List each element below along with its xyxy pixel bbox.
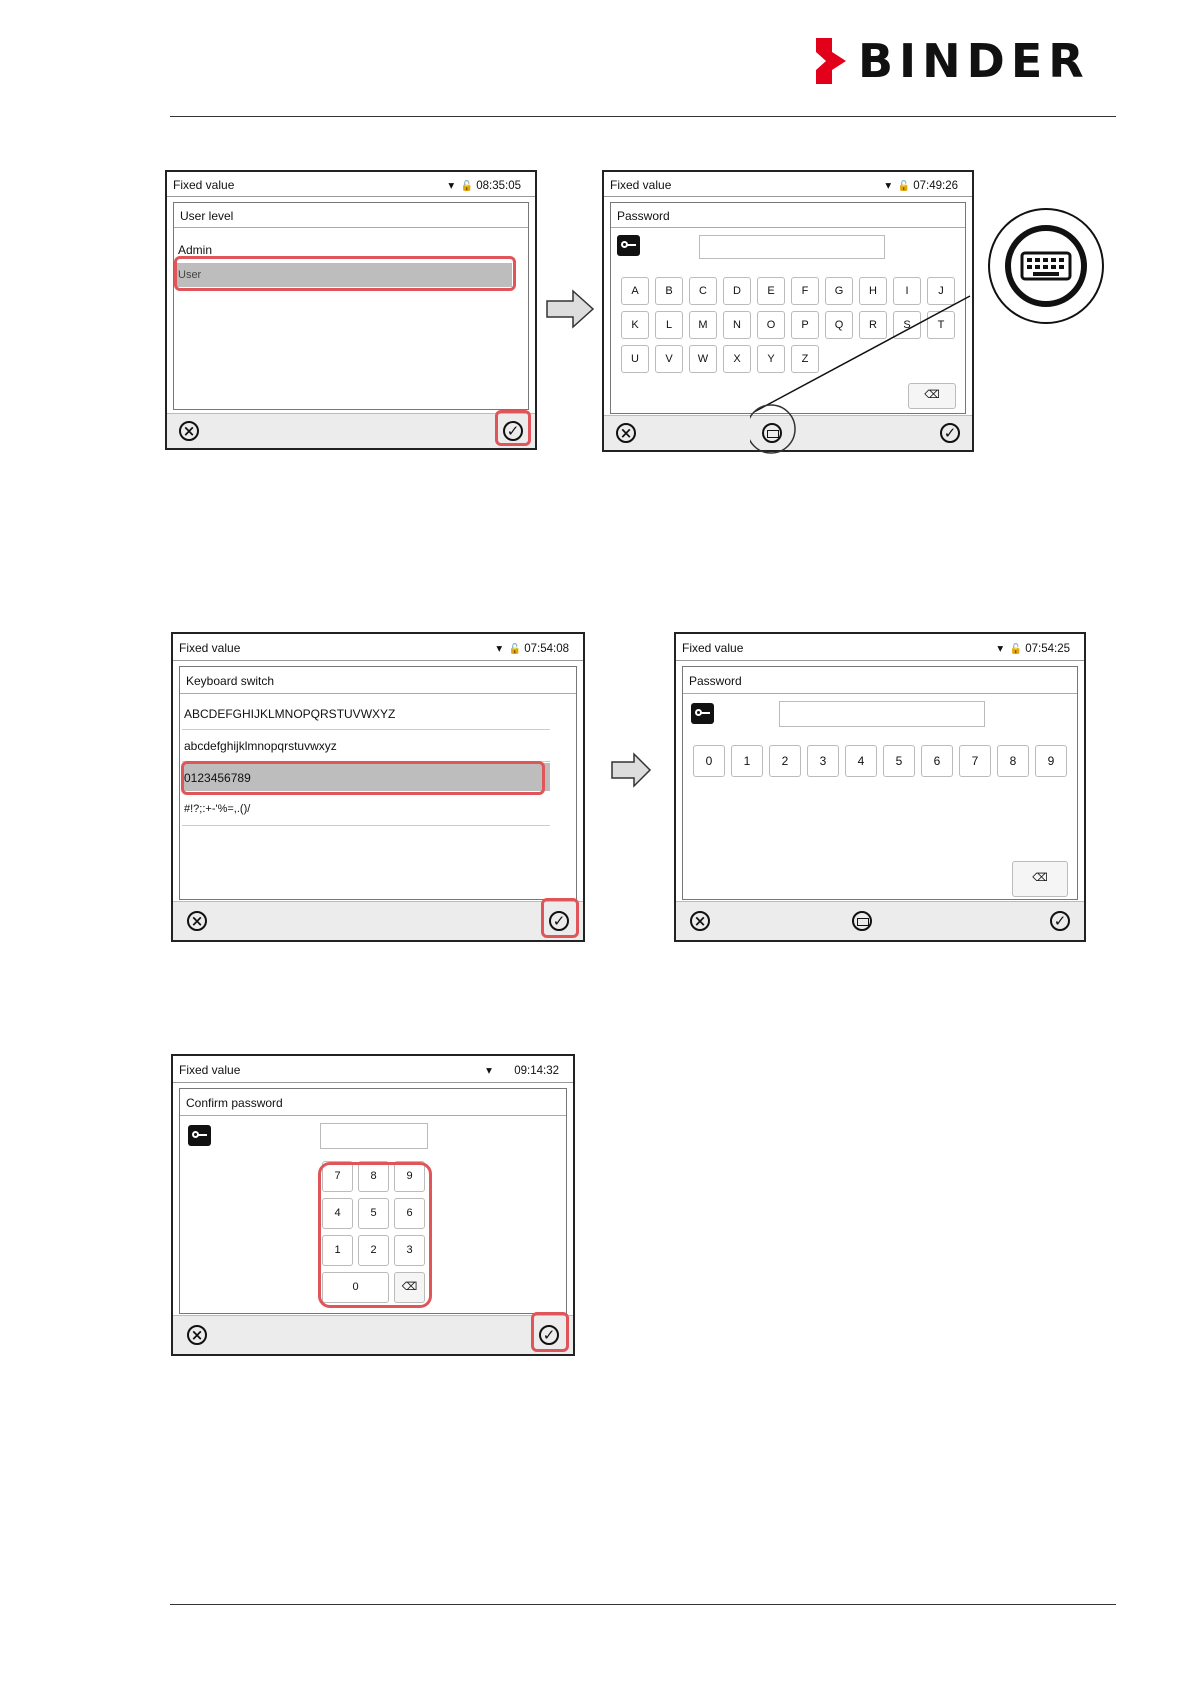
list-item-digits[interactable]: 0123456789 <box>184 771 251 785</box>
key-z[interactable]: Z <box>791 345 819 373</box>
pad-key-4[interactable]: 4 <box>322 1198 353 1229</box>
highlight-frame <box>174 256 516 291</box>
key-w[interactable]: W <box>689 345 717 373</box>
key-p[interactable]: P <box>791 311 819 339</box>
status-bar <box>173 1056 573 1083</box>
pad-key-6[interactable]: 6 <box>394 1198 425 1229</box>
backspace-button[interactable]: ⌫ <box>1012 861 1068 897</box>
status-time <box>486 1063 559 1077</box>
highlight-frame <box>531 1312 569 1352</box>
binder-logo <box>816 36 1116 86</box>
screen-title: Fixed value <box>682 641 744 655</box>
digit-key-2[interactable]: 2 <box>769 745 801 777</box>
dropdown-icon[interactable]: ▾ <box>496 643 503 655</box>
key-b[interactable]: B <box>655 277 683 305</box>
backspace-button[interactable]: ⌫ <box>908 383 956 409</box>
digit-key-9[interactable]: 9 <box>1035 745 1067 777</box>
status-bar <box>167 172 535 197</box>
list-item-lowercase[interactable]: abcdefghijklmnopqrstuvwxyz <box>184 739 337 753</box>
arrow-right-icon <box>610 752 652 788</box>
bottom-bar <box>173 1315 573 1354</box>
digit-key-3[interactable]: 3 <box>807 745 839 777</box>
confirm-icon[interactable]: ✓ <box>539 1325 559 1345</box>
status-time <box>885 178 958 192</box>
backspace-button[interactable]: ⌫ <box>394 1272 425 1303</box>
key-icon <box>188 1125 211 1146</box>
header-rule <box>170 116 1116 117</box>
screen-confirm-password <box>171 1054 575 1356</box>
digit-key-8[interactable]: 8 <box>997 745 1029 777</box>
key-v[interactable]: V <box>655 345 683 373</box>
panel-title: Password <box>617 209 670 223</box>
footer-rule <box>170 1604 1116 1605</box>
highlight-frame <box>541 898 579 938</box>
screen-title: Fixed value <box>173 178 235 192</box>
screen-user-level <box>165 170 537 450</box>
dropdown-icon[interactable]: ▾ <box>486 1065 492 1077</box>
key-i[interactable]: I <box>893 277 921 305</box>
status-bar <box>173 634 583 661</box>
key-icon <box>691 703 714 724</box>
dropdown-icon[interactable]: ▾ <box>448 180 455 192</box>
keyboard-icon[interactable] <box>852 911 872 931</box>
cancel-icon[interactable]: × <box>616 423 636 443</box>
arrow-right-icon <box>545 289 595 329</box>
panel-title: Password <box>689 674 742 688</box>
digit-key-5[interactable]: 5 <box>883 745 915 777</box>
pad-key-3[interactable]: 3 <box>394 1235 425 1266</box>
lock-icon: 🔓 <box>897 181 911 192</box>
key-c[interactable]: C <box>689 277 717 305</box>
list-item-user[interactable]: User <box>178 269 202 281</box>
password-input[interactable] <box>779 701 985 727</box>
keyboard-callout <box>750 208 1110 458</box>
clock-time: 08:35:05 <box>476 180 521 192</box>
digit-key-4[interactable]: 4 <box>845 745 877 777</box>
digit-key-0[interactable]: 0 <box>693 745 725 777</box>
key-j[interactable]: J <box>927 277 955 305</box>
confirm-icon[interactable]: ✓ <box>503 421 523 441</box>
cancel-icon[interactable]: × <box>179 421 199 441</box>
key-x[interactable]: X <box>723 345 751 373</box>
key-u[interactable]: U <box>621 345 649 373</box>
list-item-uppercase[interactable]: ABCDEFGHIJKLMNOPQRSTUVWXYZ <box>184 707 396 721</box>
key-h[interactable]: H <box>859 277 887 305</box>
user-level-panel <box>173 202 529 410</box>
key-n[interactable]: N <box>723 311 751 339</box>
password-panel <box>682 666 1078 900</box>
panel-title: User level <box>180 209 234 223</box>
list-item-symbols[interactable]: #!?;:+-'%=,.()/ <box>184 803 251 815</box>
screen-title: Fixed value <box>610 178 672 192</box>
status-bar <box>676 634 1084 661</box>
confirm-icon[interactable]: ✓ <box>549 911 569 931</box>
bottom-bar <box>676 901 1084 940</box>
key-m[interactable]: M <box>689 311 717 339</box>
key-icon <box>617 235 640 256</box>
confirm-icon[interactable]: ✓ <box>1050 911 1070 931</box>
highlight-frame <box>495 410 531 446</box>
clock-time: 09:14:32 <box>514 1065 559 1077</box>
confirm-icon[interactable]: ✓ <box>940 423 960 443</box>
key-d[interactable]: D <box>723 277 751 305</box>
key-q[interactable]: Q <box>825 311 853 339</box>
clock-time: 07:54:25 <box>1025 643 1070 655</box>
status-time <box>997 641 1070 655</box>
key-r[interactable]: R <box>859 311 887 339</box>
clock-time: 07:49:26 <box>913 180 958 192</box>
pad-key-9[interactable]: 9 <box>394 1161 425 1192</box>
bottom-bar <box>167 413 535 448</box>
brand-mark-icon <box>816 38 850 84</box>
pad-key-2[interactable]: 2 <box>358 1235 389 1266</box>
cancel-icon[interactable]: × <box>187 911 207 931</box>
key-o[interactable]: O <box>757 311 785 339</box>
screen-title: Fixed value <box>179 1063 241 1077</box>
pad-key-7[interactable]: 7 <box>322 1161 353 1192</box>
digit-key-7[interactable]: 7 <box>959 745 991 777</box>
panel-title: Keyboard switch <box>186 674 275 688</box>
key-y[interactable]: Y <box>757 345 785 373</box>
lock-icon: 🔓 <box>508 644 522 655</box>
screen-keyboard-switch <box>171 632 585 942</box>
bottom-bar <box>173 901 583 940</box>
highlight-frame <box>181 761 545 795</box>
lock-icon: 🔓 <box>460 181 474 192</box>
key-f[interactable]: F <box>791 277 819 305</box>
digit-key-1[interactable]: 1 <box>731 745 763 777</box>
digit-key-6[interactable]: 6 <box>921 745 953 777</box>
status-time <box>448 178 521 192</box>
lock-icon: 🔓 <box>1009 644 1023 655</box>
list-item-admin[interactable]: Admin <box>178 243 213 257</box>
key-l[interactable]: L <box>655 311 683 339</box>
key-s[interactable]: S <box>893 311 921 339</box>
pad-key-8[interactable]: 8 <box>358 1161 389 1192</box>
screen-password-numeric <box>674 632 1086 942</box>
password-input[interactable] <box>320 1123 428 1149</box>
pad-key-5[interactable]: 5 <box>358 1198 389 1229</box>
highlight-frame <box>318 1162 432 1308</box>
key-a[interactable]: A <box>621 277 649 305</box>
cancel-icon[interactable]: × <box>690 911 710 931</box>
brand-name: BINDER <box>858 34 1090 88</box>
pad-key-0[interactable]: 0 <box>322 1272 389 1303</box>
key-t[interactable]: T <box>927 311 955 339</box>
status-time <box>496 641 569 655</box>
key-g[interactable]: G <box>825 277 853 305</box>
dropdown-icon[interactable]: ▾ <box>997 643 1004 655</box>
cancel-icon[interactable]: × <box>187 1325 207 1345</box>
key-k[interactable]: K <box>621 311 649 339</box>
dropdown-icon[interactable]: ▾ <box>885 180 892 192</box>
screen-title: Fixed value <box>179 641 241 655</box>
panel-title: Confirm password <box>186 1096 283 1110</box>
key-e[interactable]: E <box>757 277 785 305</box>
clock-time: 07:54:08 <box>524 643 569 655</box>
status-bar <box>604 172 972 197</box>
pad-key-1[interactable]: 1 <box>322 1235 353 1266</box>
